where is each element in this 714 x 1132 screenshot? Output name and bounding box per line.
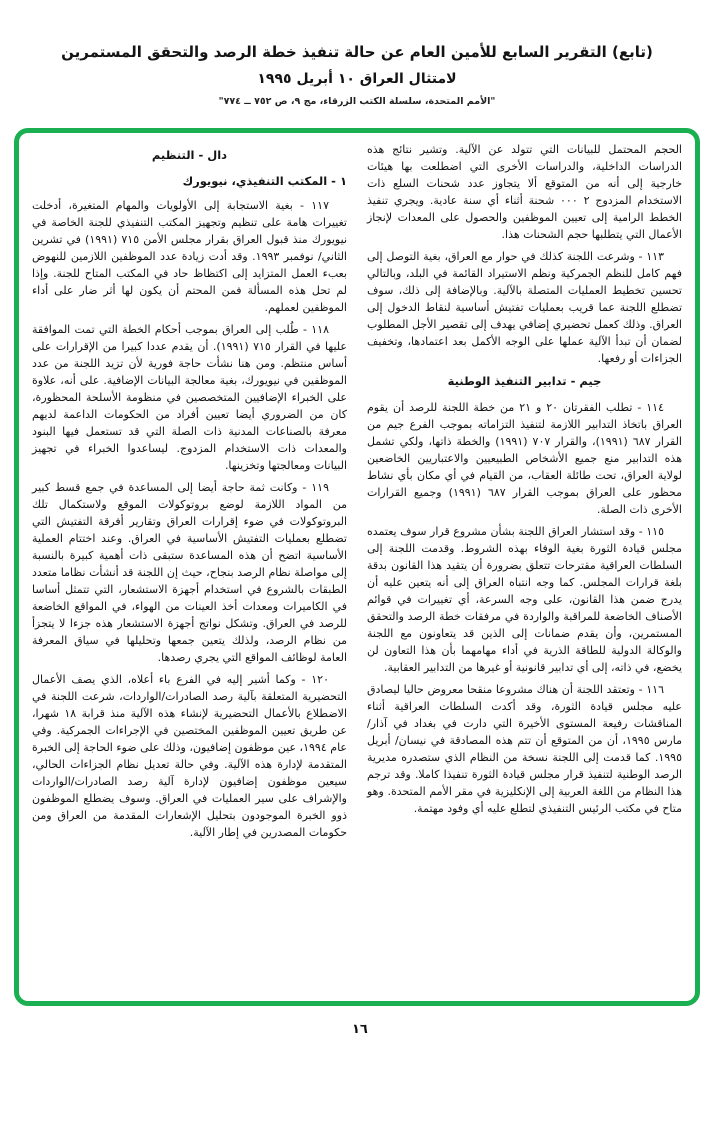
section-heading-d-organization: دال - التنظيم — [151, 148, 228, 162]
column-right — [367, 141, 682, 995]
paragraph-116: ١١٦ - وتعتقد اللجنة أن هناك مشروعا منقحا معروض حاليا ليصادق عليه مجلس قيادة الثورة، وقد أكدت السلطات العراقية أثناء المناقشات رفيعة المستوى الأخيرة التي دارت في بغداد في آذار/ مارس ١٩٩٥، أن من المتوقع أن تتم هذه المصادقة في نيسان/ أبريل ١٩٩٥. كما قدمت إلى اللجنة نسخة من النظام الذي ستصدره مديرية الرصد الوطنية لتنفيذ قرار مجلس قيادة الثورة تنفيذا كاملا. وقد ترجم هذا النظام من اللغة العربية إلى الإنكليزية في مقر الأمم المتحدة. وهو متاح في مكتب الرئيس التنفيذي لتطلع عليه أي وفود مهتمة. — [367, 683, 682, 815]
paragraph-113: ١١٣ - وشرعت اللجنة كذلك في حوار مع العراق، بغية التوصل إلى فهم كامل للنظم الجمركية ونظم الاستيراد القائمة في البلد، وبالتالي تحسين تخطيط العمليات المتصلة بالآلية. وبالإضافة إلى ذلك، سوف تضطلع اللجنة عما قريب بعمليات تفتيش أساسية لنقاط الدخول إلى العراق. وذلك كعمل تحضيري إضافي يهدف إلى تقصير الأجل المطلوب لضمان أن تبدأ الآلية عملها على الوجه الأكمل بعد اعتمادها، وتخفيف الجزاءات أو رفعها. — [367, 250, 682, 365]
paragraph-115: ١١٥ - وقد استشار العراق اللجنة بشأن مشروع قرار سوف يعتمده مجلس قيادة الثورة بغية الوفاء بهذه الشروط. وقدمت اللجنة إلى السلطات العراقية مقترحات تتعلق بضرورة أن يتقيد هذا القانون بدقة بلغة قرارات المجلس. كما وجه انتباه العراق إلى أنه يتعين عليه أن يدرج ضمن هذا القانون، على وجه السرعة، أي تغييرات في قوائم الأصناف الخاضعة للمراقبة والواردة في مرفقات خطة الرصد والتحقق المستمرين، وأن يقدم ضمانات إلى الذين قد يتعاونون مع اللجنة والوكالة الدولية للطاقة الذرية في أداء مهامهما بأن هذا التعاون لن يخضع، في ذاته، إلى أي تدابير قانونية أو غيرها من التدابير العقابية. — [367, 525, 682, 674]
paragraph-112-continuation: الحجم المحتمل للبيانات التي تتولد عن الآلية. وتشير نتائج هذه الدراسات الداخلية، والدراسات الأخرى التي اضطلعت بها هيئات خارجية إلى أنه من المتوقع ألا يتجاوز عدد شحنات السلع ذات الاستخدام المزدوج ٢ ٠٠٠ شحنة أثناء أي سنة عادية. ويجري تنفيذ الخطط الرامية إلى تعيين الموظفين والحصول على المعدات لإنجاز الأعمال التي يتطلبها حجم الشحنات هذا. — [367, 143, 682, 241]
two-column-text-area — [32, 141, 682, 995]
page-number: ١٦ — [352, 1022, 368, 1037]
section-heading-c-national-implementation: جيم - تدابير التنفيذ الوطنية — [447, 374, 602, 388]
paragraph-117: ١١٧ - بغية الاستجابة إلى الأولويات والمهام المتغيرة، أدخلت تغييرات هامة على تنظيم وتجهيز المكتب التنفيذي للجنة الخاصة في نيويورك منذ قبول العراق بقرار مجلس الأمن ٧١٥ (١٩٩١) في تشرين الثاني/ نوفمبر ١٩٩٣. وقد أدت زيادة عدد الموظفين اللازمين للنهوض بعبء العمل المتزايد إلى اكتظاظ حاد في المكتب المتاح للجنة. وإذا لم تحل هذه المسألة فمن المحتم أن يكون لها أثر ضار على أداء الموظفين لعملهم. — [32, 199, 347, 314]
paragraph-114: ١١٤ - تطلب الفقرتان ٢٠ و ٢١ من خطة اللجنة للرصد أن يقوم العراق باتخاذ التدابير اللازمة لتنفيذ التزاماته بموجب الفرع جيم من القرار ٦٨٧ (١٩٩١)، والقرار ٧٠٧ (١٩٩١) والخطة ذاتها، ولكي تشمل هذه التدابير منع جميع الأشخاص الطبيعيين والاعتباريين الخاضعين لولاية العراق، تحت طائلة العقاب، من القيام في أي مكان بأي نشاط محظور على العراق بموجب القرار ٦٨٧ (١٩٩١) وجميع القرارات الأخرى ذات الصلة. — [367, 401, 682, 516]
paragraph-120: ١٢٠ - وكما أشير إليه في الفرع باء أعلاه، الذي يصف الأعمال التحضيرية المتعلقة بآلية رصد الصادرات/الواردات، شرعت اللجنة في الاضطلاع بالأعمال التحضيرية لإنشاء هذه الآلية منذ قرابة ١٨ شهرا، عن طريق تعيين الموظفين المختصين في الإجراءات الجمركية. وفي عام ١٩٩٤، عين موظفون إضافيون، وذلك على ضوء الحاجة إلى الخبرة المتقدمة لإدارة هذه الآلية. وفي حالة تعديل نظام الجزاءات الحالي، سيعين موظفون إضافيون لإدارة آلية رصد الصادرات/الواردات والإشراف على سير العمليات في العراق. وسوف يضطلع الموظفون ذوو الخبرة الموجودون بتحليل الإشعارات المقدمة من العراق ومن حكومات المصدرين في إطار الآلية. — [32, 673, 347, 839]
page-header — [0, 40, 714, 109]
report-subtitle-date: لامتثال العراق ١٠ أبريل ١٩٩٥ — [257, 70, 457, 87]
paragraph-119: ١١٩ - وكانت ثمة حاجة أيضا إلى المساعدة في جمع قسط كبير من المواد اللازمة لوضع بروتوكولات الموقع ولاستكمال تلك البروتوكولات في ضوء إقرارات العراق وتقارير أفرقة التفتيش التي تضطلع بعمليات التفتيش الأساسية في العراق. وعند اختتام العملية الأساسية اتضح أن هذه المساعدة ستبقى ذات أهمية كبيرة بالنسبة إلى مواصلة نظام الرصد بنجاح، حيث إن اللجنة قد أنشأت نظاما متعدد الطبقات بالشروع في استخدام أجهزة الاستشعار، التي تتمثل أساسا في الكاميرات ومعدات أخذ العينات من الهواء، في المواقع الخاضعة للرصد في العراق. وتشكل نواتج أجهزة الاستشعار هذه جزءا لا يتجزأ من نظام الرصد، ولذلك يتعين جمعها وتحليلها في سياق المعرفة العامة لوظائف المواقع التي يجري رصدها. — [32, 481, 347, 664]
subsection-heading-executive-office-new-york: ١ - المكتب التنفيذي، نيويورك — [182, 174, 347, 188]
source-citation: "الأمم المتحدة، سلسلة الكتب الزرقاء، مج ٩، ص ٧٥٢ ــ ٧٧٤" — [218, 96, 496, 108]
paragraph-118: ١١٨ - طُلب إلى العراق بموجب أحكام الخطة التي تمت الموافقة عليها في القرار ٧١٥ (١٩٩١). أن يقدم عددا كبيرا من الإقرارات على أساس منتظم. ومن هنا نشأت حاجة فورية لأن تزيد اللجنة من عدد الموظفين في نيويورك، بغية معالجة البيانات الإضافية. على أنه، علاوة على الخبراء الإضافيين المتخصصين في منظومة الأسلحة المحظورة، كان من الضروري أيضا تعيين أفراد من الحكومات الداعمة لديهم معرفة بالصناعات المدنية ذات الصلة التي قد تستعمل فيها البنود والمعدات ذات الاستخدام المزدوج. ليساعدوا الخبراء في تجهيز البيانات ومعالجتها وتخزينها. — [32, 323, 347, 472]
annotation-highlight-box — [14, 128, 700, 1006]
report-title: (تابع) التقرير السابع للأمين العام عن حالة تنفيذ خطة الرصد والتحقق المستمرين — [61, 43, 653, 61]
column-left — [32, 141, 347, 995]
